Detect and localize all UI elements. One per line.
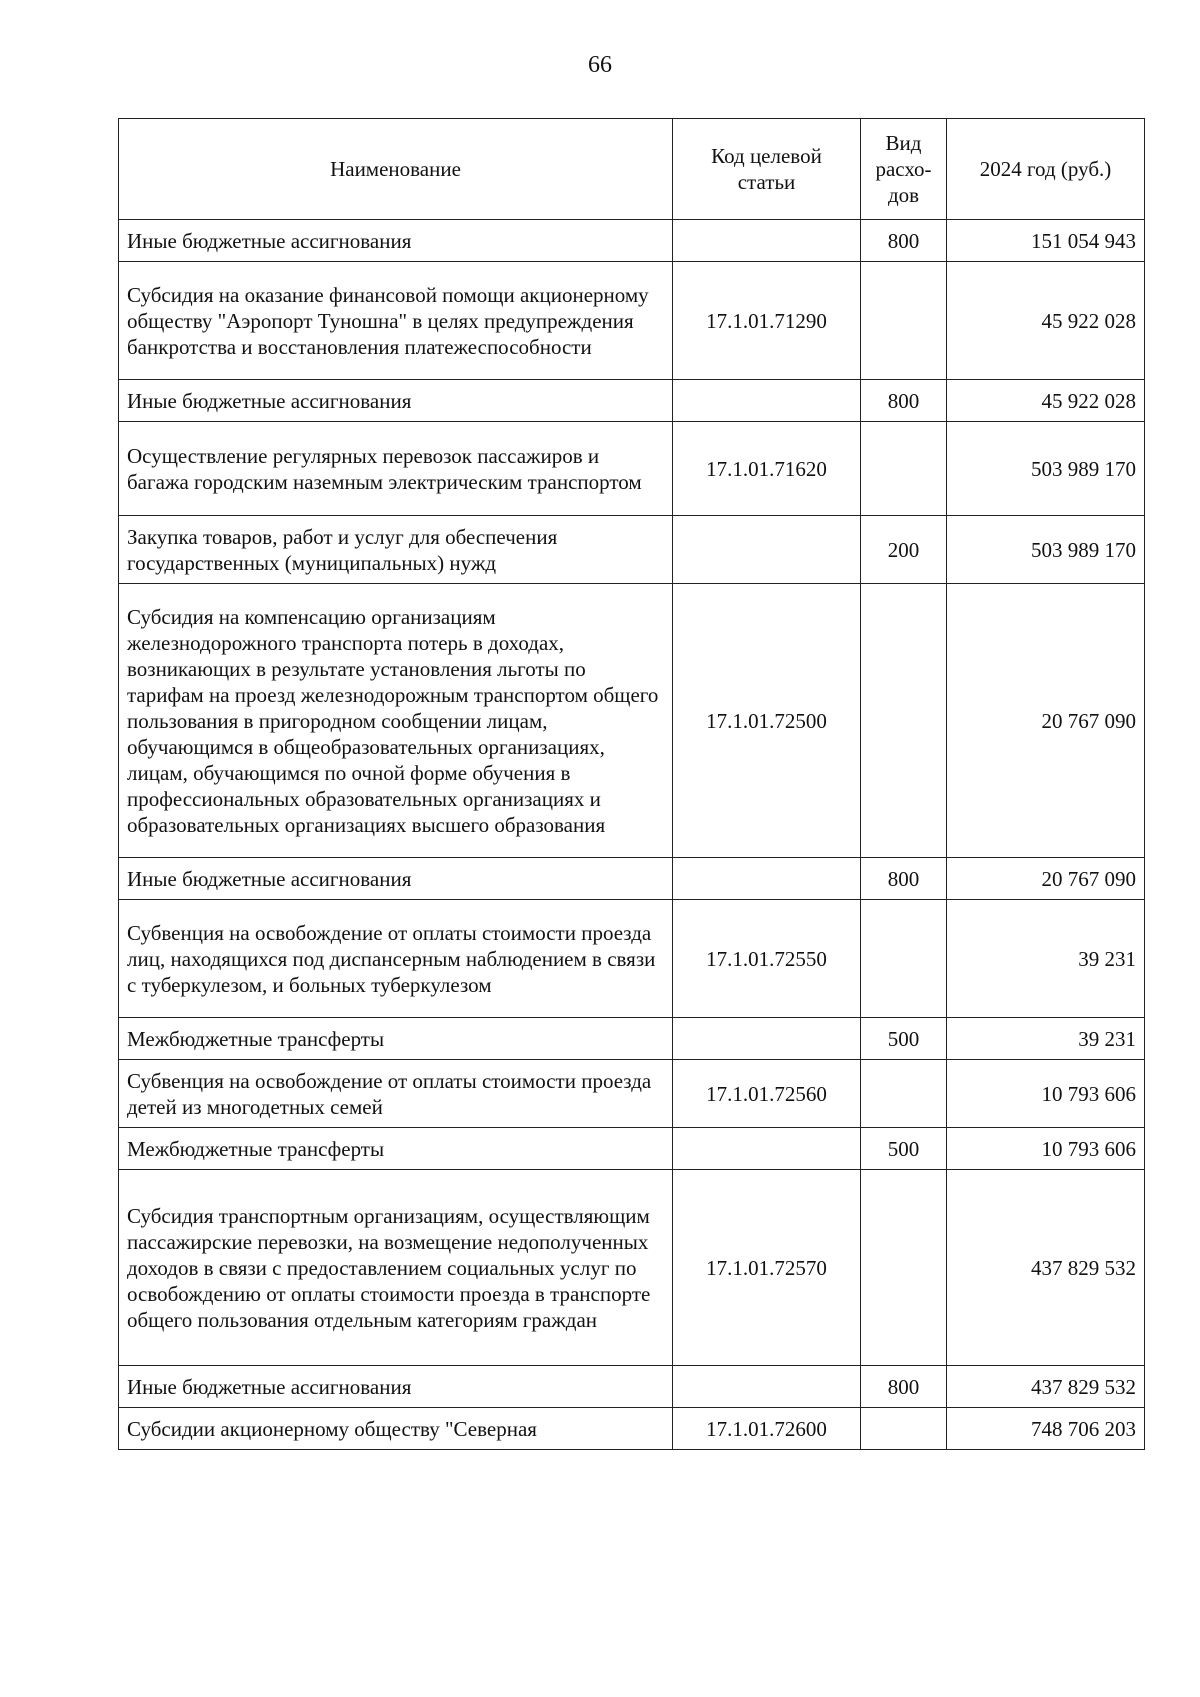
row-name-cell: Иные бюджетные ассигнования — [119, 1366, 673, 1408]
row-amount-cell: 39 231 — [947, 900, 1145, 1018]
table-row — [119, 220, 1145, 262]
table-row — [119, 1128, 1145, 1170]
row-name-cell: Субвенция на освобождение от оплаты стоимости проезда лиц, находящихся под диспансерным наблюдением в связи с туберкулезом, и больных туберкулезом — [119, 900, 673, 1018]
table-row — [119, 516, 1145, 584]
header-name: Наименование — [119, 119, 673, 220]
row-code-cell: 17.1.01.71290 — [673, 262, 861, 380]
row-name-cell: Иные бюджетные ассигнования — [119, 220, 673, 262]
row-type-cell — [861, 262, 947, 380]
row-amount-cell: 39 231 — [947, 1018, 1145, 1060]
row-amount-cell: 503 989 170 — [947, 516, 1145, 584]
row-type-cell: 800 — [861, 220, 947, 262]
row-amount-cell: 45 922 028 — [947, 262, 1145, 380]
row-code-cell: 17.1.01.72570 — [673, 1170, 861, 1366]
row-amount-cell: 20 767 090 — [947, 584, 1145, 858]
header-amount: 2024 год (руб.) — [947, 119, 1145, 220]
header-type: Вид расхо-дов — [861, 119, 947, 220]
row-code-cell: 17.1.01.72600 — [673, 1408, 861, 1450]
row-code-cell — [673, 1366, 861, 1408]
row-type-cell — [861, 1170, 947, 1366]
row-type-cell — [861, 584, 947, 858]
table-header-row — [119, 119, 1145, 220]
row-type-cell: 800 — [861, 380, 947, 422]
row-amount-cell: 10 793 606 — [947, 1128, 1145, 1170]
row-code-cell — [673, 516, 861, 584]
page-number: 66 — [588, 52, 612, 78]
row-name-cell: Иные бюджетные ассигнования — [119, 380, 673, 422]
row-code-cell — [673, 1018, 861, 1060]
row-name-cell: Иные бюджетные ассигнования — [119, 858, 673, 900]
row-amount-cell: 437 829 532 — [947, 1366, 1145, 1408]
row-amount-cell: 748 706 203 — [947, 1408, 1145, 1450]
row-name-cell: Осуществление регулярных перевозок пассажиров и багажа городским наземным электрическим транспортом — [119, 422, 673, 516]
row-type-cell: 800 — [861, 1366, 947, 1408]
header-code: Код целевой статьи — [673, 119, 861, 220]
table-row — [119, 1408, 1145, 1450]
row-type-cell — [861, 1060, 947, 1128]
row-name-cell: Субсидии акционерному обществу "Северная — [119, 1408, 673, 1450]
table-row — [119, 1060, 1145, 1128]
table-row — [119, 1018, 1145, 1060]
row-code-cell: 17.1.01.72560 — [673, 1060, 861, 1128]
row-amount-cell: 503 989 170 — [947, 422, 1145, 516]
table-row — [119, 262, 1145, 380]
row-name-cell: Субсидия на оказание финансовой помощи акционерному обществу "Аэропорт Туношна" в целях предупреждения банкротства и восстановления платежеспособности — [119, 262, 673, 380]
budget-table — [118, 118, 1145, 1450]
row-type-cell: 500 — [861, 1018, 947, 1060]
row-amount-cell: 20 767 090 — [947, 858, 1145, 900]
row-code-cell: 17.1.01.71620 — [673, 422, 861, 516]
table-row — [119, 380, 1145, 422]
row-type-cell — [861, 900, 947, 1018]
table-row — [119, 1170, 1145, 1366]
table-row — [119, 858, 1145, 900]
row-amount-cell: 45 922 028 — [947, 380, 1145, 422]
row-type-cell: 500 — [861, 1128, 947, 1170]
row-name-cell: Межбюджетные трансферты — [119, 1018, 673, 1060]
row-amount-cell: 437 829 532 — [947, 1170, 1145, 1366]
row-code-cell: 17.1.01.72550 — [673, 900, 861, 1018]
table-row — [119, 900, 1145, 1018]
row-code-cell: 17.1.01.72500 — [673, 584, 861, 858]
table-row — [119, 1366, 1145, 1408]
row-type-cell: 800 — [861, 858, 947, 900]
row-amount-cell: 151 054 943 — [947, 220, 1145, 262]
row-type-cell — [861, 1408, 947, 1450]
row-name-cell: Субвенция на освобождение от оплаты стоимости проезда детей из многодетных семей — [119, 1060, 673, 1128]
table-row — [119, 422, 1145, 516]
row-type-cell: 200 — [861, 516, 947, 584]
row-name-cell: Межбюджетные трансферты — [119, 1128, 673, 1170]
row-name-cell: Субсидия на компенсацию организациям железнодорожного транспорта потерь в доходах, возникающих в результате установления льготы по тарифам на проезд железнодорожным транспортом общего пользования в пригородном сообщении лицам, обучающимся в общеобразовательных организациях, лицам, обучающимся по очной форме обучения в профессиональных образовательных организациях и образовательных организациях высшего образования — [119, 584, 673, 858]
row-code-cell — [673, 380, 861, 422]
row-type-cell — [861, 422, 947, 516]
row-code-cell — [673, 1128, 861, 1170]
row-code-cell — [673, 858, 861, 900]
row-name-cell: Закупка товаров, работ и услуг для обеспечения государственных (муниципальных) нужд — [119, 516, 673, 584]
row-code-cell — [673, 220, 861, 262]
table-row — [119, 584, 1145, 858]
row-name-cell: Субсидия транспортным организациям, осуществляющим пассажирские перевозки, на возмещение недополученных доходов в связи с предоставлением социальных услуг по освобождению от оплаты стоимости проезда в транспорте общего пользования отдельным категориям граждан — [119, 1170, 673, 1366]
row-amount-cell: 10 793 606 — [947, 1060, 1145, 1128]
